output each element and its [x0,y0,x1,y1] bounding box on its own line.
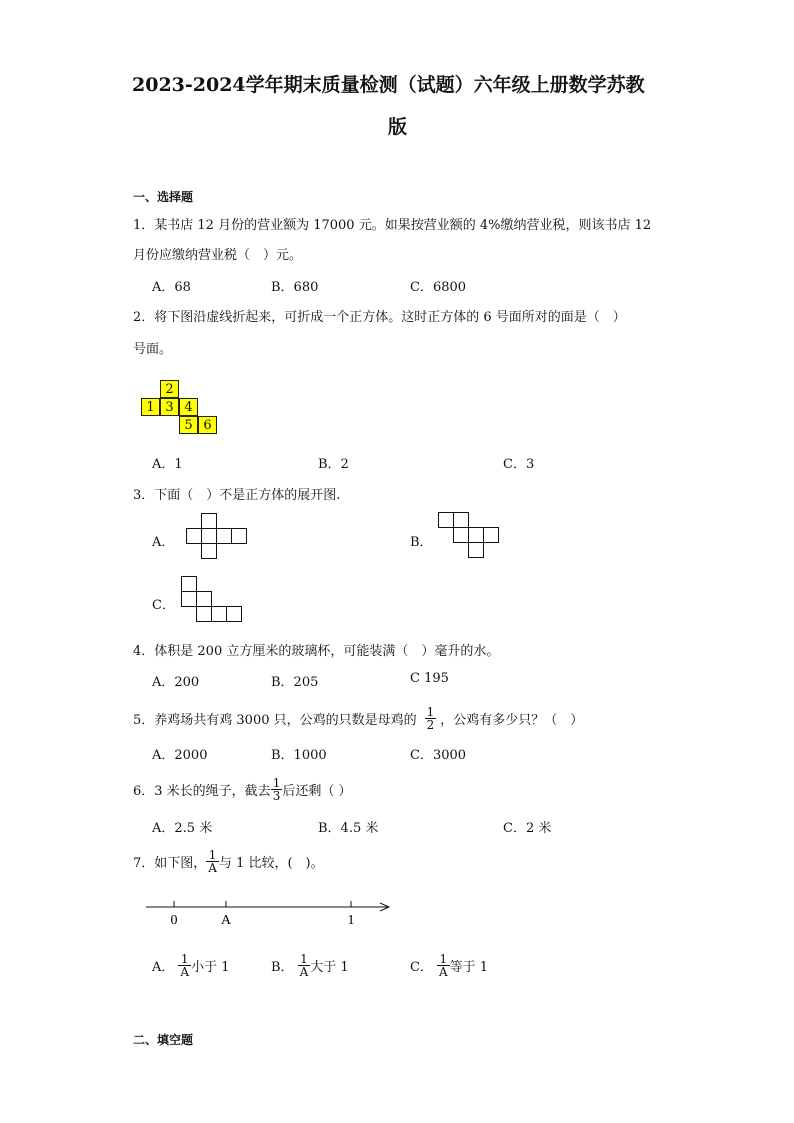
q5-fraction-denominator: 2 [426,717,435,732]
q6-fraction-numerator: 1 [272,775,281,790]
question-2-line1: 2．将下图沿虚线折起来，可折成一个正方体。这时正方体的 6 号面所对的面是（ ） [133,310,626,325]
q5-option-b: B．1000 [271,748,327,763]
question-1-line2: 月份应缴纳营业税（ ）元。 [133,248,303,263]
page-title: 2023-2024学年期末质量检测（试题）六年级上册数学苏教 [132,74,645,96]
q7-option-a-suffix: 小于 1 [191,959,230,975]
q5-fraction [425,706,437,731]
q6-option-b: B．4.5 米 [318,821,379,836]
net-face-2: 2 [160,380,179,398]
question-5 [133,700,583,736]
tick-label-1: 1 [347,913,355,928]
question-3: 3．下面（ ）不是正方体的展开图. [133,488,341,503]
q7-option-b-prefix: B． [271,959,294,975]
q7-option-b-denominator: A [299,964,309,979]
q3-option-c: C． [152,598,175,613]
q1-option-b: B．680 [271,280,319,295]
q7-option-c-numerator: 1 [439,951,448,966]
net-face-3: 3 [160,398,179,416]
section-heading-fill-in: 二、填空题 [133,1033,194,1047]
question-5-text: 5．养鸡场共有鸡 3000 只，公鸡的只数是母鸡的 [133,712,417,728]
q7-option-a-prefix: A． [152,959,175,975]
tick-label-a: A [220,913,232,928]
q7-option-a-denominator: A [180,964,190,979]
q7-option-a-fraction [178,953,191,978]
question-6-text-after: 后还剩（ ） [282,783,352,799]
cube-net-figure [140,380,220,436]
q3-option-b: B． [410,535,433,550]
q3-net-c [181,576,241,624]
q7-option-b-fraction [298,953,311,978]
q4-option-a: A．200 [152,675,200,690]
section-heading-choice: 一、选择题 [133,190,194,204]
q7-fraction-denominator: A [208,860,217,875]
q2-option-c: C．3 [503,457,535,472]
question-7-text: 7．如下图， [133,855,207,871]
q3-option-a: A． [152,535,175,550]
q7-option-b-numerator: 1 [300,951,308,966]
q4-option-c: C 195 [410,671,449,686]
question-7 [133,844,324,878]
q2-option-a: A．1 [152,457,183,472]
q6-option-c: C．2 米 [503,821,552,836]
q7-option-a-numerator: 1 [180,951,189,966]
q7-option-c-prefix: C． [410,959,433,975]
q7-fraction-numerator: 1 [208,847,217,862]
net-face-4: 4 [179,398,198,416]
net-face-1: 1 [141,398,160,416]
q7-option-b [271,947,349,983]
question-6 [133,772,351,806]
q7-option-c-suffix: 等于 1 [449,959,489,975]
question-6-text: 6．3 米长的绳子，截去 [133,783,271,799]
q1-option-a: A．68 [152,280,191,295]
q6-fraction-denominator: 3 [272,788,281,803]
page-title-continued: 版 [388,116,408,138]
q6-option-a: A．2.5 米 [152,821,213,836]
q7-option-b-suffix: 大于 1 [310,959,349,975]
q7-option-c [410,947,488,983]
q3-net-a [186,513,246,561]
q7-fraction [206,849,219,874]
q6-fraction [271,777,283,802]
q4-option-b: B．205 [271,675,319,690]
q7-option-c-denominator: A [438,964,448,979]
tick-label-0: 0 [170,913,178,928]
q7-option-c-fraction [437,953,450,978]
question-7-text-after: 与 1 比较，( )。 [218,855,324,871]
question-1-line1: 1．某书店 12 月份的营业额为 17000 元。如果按营业额的 4%缴纳营业税，则该书店 12 [133,218,652,233]
number-line [140,895,396,931]
q5-option-a: A．2000 [152,748,208,763]
q2-option-b: B．2 [318,457,349,472]
net-face-5: 5 [179,416,198,434]
net-face-6: 6 [198,416,217,434]
q5-option-c: C．3000 [410,748,467,763]
q7-option-a [152,947,229,983]
question-5-text-after: ，公鸡有多少只？（ ） [440,712,584,728]
q5-fraction-numerator: 1 [426,704,435,719]
question-2-line2: 号面。 [133,342,173,357]
question-4: 4．体积是 200 立方厘米的玻璃杯，可能装满（ ）毫升的水。 [133,644,500,659]
q3-net-b [438,512,498,560]
q1-option-c: C．6800 [410,280,467,295]
